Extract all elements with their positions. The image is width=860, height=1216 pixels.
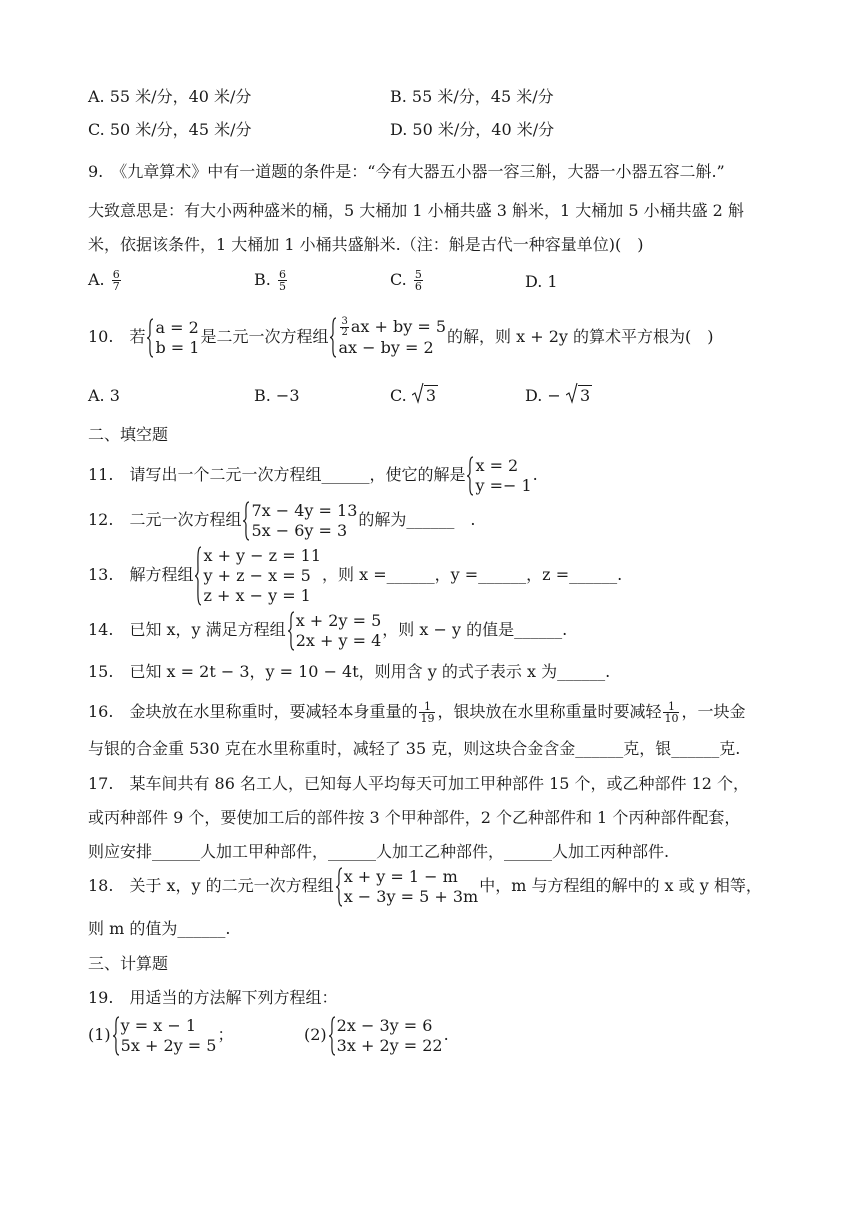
q13-prefix: 13. 解方程组 (88, 565, 194, 584)
q18-prefix: 18. 关于 x，y 的二元一次方程组 (88, 876, 334, 895)
section-heading-fill-blank: 二、填空题 (88, 425, 169, 444)
q13-suffix: ，则 x =______，y =______，z =______. (322, 565, 623, 584)
system-row: x = 2 (475, 455, 519, 475)
fraction-numerator: 5 (414, 268, 422, 281)
q12-system (242, 501, 357, 541)
q10-option-c (390, 384, 438, 408)
system-row: x + y − z = 11 (203, 545, 322, 565)
system-row: b = 1 (155, 337, 200, 357)
q18-line-1 (88, 866, 762, 907)
q11-system (466, 456, 531, 496)
radical-sign-icon (412, 382, 424, 404)
q19-part-2-label: (2) (304, 1025, 327, 1044)
system-row: y + z − x = 5 (203, 565, 311, 585)
system-row: 5x + 2y = 5 (120, 1035, 217, 1055)
section-heading-calculation: 三、计算题 (88, 954, 169, 973)
left-brace-icon (242, 501, 250, 541)
q14-prefix: 14. 已知 x，y 满足方程组 (88, 620, 286, 639)
q8-option-a: A. 55 米/分，40 米/分 (88, 87, 252, 106)
q10-option-d-label: D. − (525, 386, 561, 405)
system-row: 2x + y = 4 (295, 630, 382, 650)
q9-option-c (390, 268, 425, 292)
radicand: 3 (425, 386, 437, 405)
system-row: 7x − 4y = 13 (251, 500, 358, 520)
q18-system (335, 867, 479, 907)
q14 (88, 610, 567, 651)
q19-part-2 (304, 1015, 449, 1056)
left-brace-icon (112, 1016, 120, 1056)
square-root (412, 384, 438, 408)
q9-option-a (88, 268, 123, 292)
q15: 15. 已知 x = 2t − 3，y = 10 − 4t，则用含 y 的式子表示 x 为______. (88, 662, 611, 681)
left-brace-icon (466, 456, 474, 496)
q18-suffix: 中，m 与方程组的解中的 x 或 y 相等， (479, 876, 762, 895)
left-brace-icon (287, 611, 295, 651)
system-row: z + x − y = 1 (203, 585, 311, 605)
q9-option-c-fraction (414, 269, 423, 292)
q17-line-3: 则应安排______人加工甲种部件，______人加工乙种部件，______人加工丙种部件. (88, 842, 670, 861)
q17-line-1: 17. 某车间共有 86 名工人，已知每人平均每天可加工甲种部件 15 个，或乙种部件 12 个， (88, 774, 750, 793)
q10-mid-text: 是二元一次方程组 (200, 327, 329, 346)
fraction-denominator: 19 (420, 712, 435, 725)
system-row: a = 2 (155, 317, 199, 337)
system-row: 5x − 6y = 3 (251, 520, 348, 540)
q16-suffix: ，一块金 (681, 702, 746, 721)
left-brace-icon (329, 317, 337, 358)
fraction-numerator: 1 (663, 701, 679, 713)
radicand: 3 (579, 386, 591, 405)
q11-prefix: 11. 请写出一个二元一次方程组______，使它的解是 (88, 465, 466, 484)
q9-option-d: D. 1 (525, 272, 558, 291)
q16-fraction-gold (419, 701, 435, 724)
q9-option-b-fraction (278, 269, 287, 292)
square-root (566, 384, 592, 408)
system-row: x + 2y = 5 (295, 610, 382, 630)
system-row: y =− 1 (475, 475, 532, 495)
system-row (338, 317, 446, 338)
q10-solution-system (146, 318, 199, 358)
q9-line-3: 米，依据该条件，1 大桶加 1 小桶共盛斛米.（注：斛是古代一种容量单位)( ) (88, 235, 644, 254)
system-row-rest: ax + by = 5 (350, 317, 447, 336)
q8-option-c: C. 50 米/分，45 米/分 (88, 120, 252, 139)
left-brace-icon (328, 1016, 336, 1056)
q19-part-1-label: (1) (88, 1025, 111, 1044)
q10-option-b: B. −3 (254, 386, 300, 405)
q10-stem (88, 315, 714, 359)
q10-option-a: A. 3 (88, 386, 120, 405)
q14-suffix: ，则 x − y 的值是______. (382, 620, 568, 639)
q19-part-1-suffix: ； (217, 1025, 234, 1044)
q16-line-1 (88, 698, 745, 726)
left-brace-icon (146, 318, 154, 358)
q8-option-b: B. 55 米/分，45 米/分 (390, 87, 554, 106)
q12 (88, 500, 475, 541)
fraction-numerator: 6 (112, 268, 120, 281)
q9-option-b (254, 268, 289, 292)
q11-suffix: . (532, 465, 538, 484)
fraction-numerator: 6 (278, 268, 286, 281)
system-row: 3x + 2y = 22 (336, 1035, 443, 1055)
system-row: x + y = 1 − m (343, 866, 458, 886)
q16-mid: ，银块放在水里称重量时要减轻 (437, 702, 662, 721)
system-row: 2x − 3y = 6 (336, 1015, 433, 1035)
q19-part-1-system (112, 1016, 217, 1056)
q9-option-c-label: C. (390, 270, 407, 289)
q16-line-2: 与银的合金重 530 克在水里称重时，减轻了 35 克，则这块合金含金______克，银______克. (88, 739, 741, 758)
fraction-numerator: 1 (419, 701, 435, 713)
q9-line-2: 大致意思是：有大小两种盛米的桶，5 大桶加 1 小桶共盛 3 斛米，1 大桶加 5 小桶共盛 2 斛 (88, 201, 744, 220)
fraction-denominator: 7 (112, 280, 120, 293)
left-brace-icon (194, 546, 202, 606)
q13-system (194, 546, 321, 606)
q13 (88, 545, 622, 606)
left-brace-icon (335, 867, 343, 907)
q9-option-b-label: B. (254, 270, 271, 289)
q10-equation-system (329, 317, 446, 358)
fraction-denominator: 10 (664, 712, 679, 725)
q9-option-a-fraction (112, 269, 121, 292)
fraction-denominator: 6 (414, 280, 422, 293)
q16-prefix: 16. 金块放在水里称重时，要减轻本身重量的 (88, 702, 418, 721)
q10-option-d (525, 384, 592, 408)
system-row: y = x − 1 (120, 1015, 197, 1035)
q9-line-1: 9. 《九章算术》中有一道题的条件是：“今有大器五小器一容三斛，大器一小器五容二斛.” (88, 162, 725, 181)
q10-prefix: 10. 若 (88, 327, 146, 346)
q11 (88, 455, 538, 496)
q12-suffix: 的解为______ . (358, 510, 476, 529)
q19-part-2-suffix: . (443, 1025, 449, 1044)
fraction-denominator: 2 (341, 327, 348, 338)
q10-option-c-label: C. (390, 386, 407, 405)
q12-prefix: 12. 二元一次方程组 (88, 510, 242, 529)
system-row: x − 3y = 5 + 3m (343, 886, 479, 906)
q9-option-a-label: A. (88, 270, 105, 289)
q19-part-1 (88, 1015, 233, 1056)
q10-post-text: 的解，则 x + 2y 的算术平方根为( ) (447, 327, 714, 346)
q8-option-d: D. 50 米/分，40 米/分 (390, 120, 555, 139)
q19-line-1: 19. 用适当的方法解下列方程组： (88, 988, 338, 1007)
radical-sign-icon (566, 382, 578, 404)
fraction-denominator: 5 (278, 280, 286, 293)
system-row: ax − by = 2 (338, 338, 434, 357)
q19-part-2-system (328, 1016, 443, 1056)
q16-fraction-silver (663, 701, 679, 724)
fraction-numerator: 3 (341, 316, 348, 327)
q18-line-2: 则 m 的值为______. (88, 919, 231, 938)
coefficient-fraction (340, 317, 348, 338)
q14-system (287, 611, 382, 651)
q17-line-2: 或丙种部件 9 个，要使加工后的部件按 3 个甲种部件，2 个乙种部件和 1 个丙种部件配套， (88, 808, 741, 827)
